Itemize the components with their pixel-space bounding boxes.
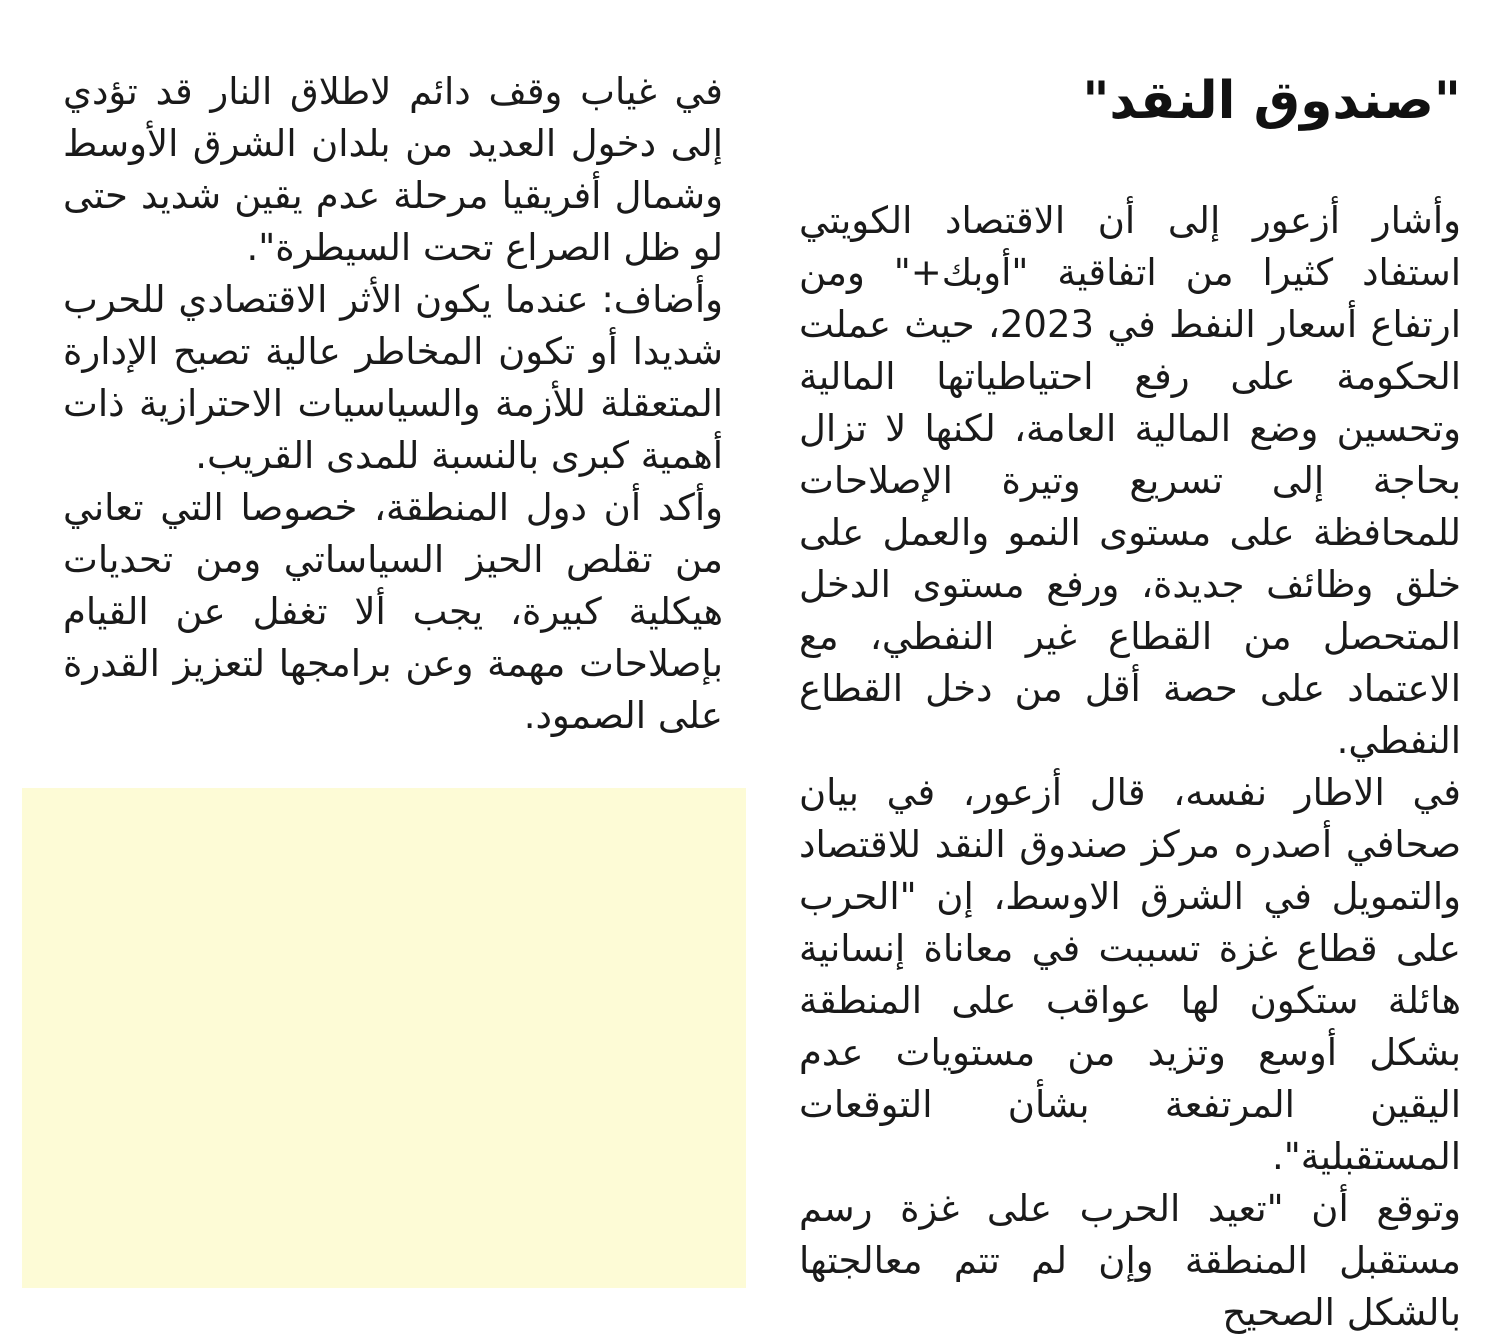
paragraph-crisis-management: وأضاف: عندما يكون الأثر الاقتصادي للحرب شديدا أو تكون المخاطر عالية تصبح الإدارة المتعقلة للأزمة والسياسيات الاحترازية ذات أهمية كبرى بالنسبة للمدى القريب. [63,278,723,477]
paragraph-ceasefire: في غياب وقف دائم لاطلاق النار قد تؤدي إلى دخول العديد من بلدان الشرق الأوسط وشمال أفريقيا مرحلة عدم يقين شديد حتى لو ظل الصراع تحت السيطرة". [63,70,723,269]
paragraph-press-statement: في الاطار نفسه، قال أزعور، في بيان صحافي أصدره مركز صندوق النقد للاقتصاد والتمويل في الشرق الاوسط، إن "الحرب على قطاع غزة تسببت في معاناة إنسانية هائلة ستكون لها عواقب على المنطقة بشكل أوسع وتزيد من مستويات عدم اليقين المرتفعة بشأن التوقعات المستقبلية". [799,771,1461,1178]
paragraph-kuwait-economy: وأشار أزعور إلى أن الاقتصاد الكويتي استفاد كثيرا من اتفاقية "أوبك+" ومن ارتفاع أسعار النفط في 2023، حيث عملت الحكومة على رفع احتياطياتها المالية وتحسين وضع المالية العامة، لكنها لا تزال بحاجة إلى تسريع وتيرة الإصلاحات للمحافظة على مستوى النمو والعمل على خلق وظائف جديدة، ورفع مستوى الدخل المتحصل من القطاع غير النفطي، مع الاعتماد على حصة أقل من دخل القطاع النفطي. [799,199,1461,762]
paragraph-reforms: وأكد أن دول المنطقة، خصوصا التي تعاني من تقلص الحيز السياساتي ومن تحديات هيكلية كبيرة، يجب ألا تغفل عن القيام بإصلاحات مهمة وعن برامجها لتعزيز القدرة على الصمود. [63,486,723,737]
section-headline: "صندوق النقد" [1082,71,1461,131]
paragraph-forecast: وتوقع أن "تعيد الحرب على غزة رسم مستقبل المنطقة وإن لم تتم معالجتها بالشكل الصحيح [799,1187,1461,1334]
article-column-left [63,66,723,742]
article-column-right [799,195,1461,1339]
highlighted-empty-box [22,788,746,1288]
